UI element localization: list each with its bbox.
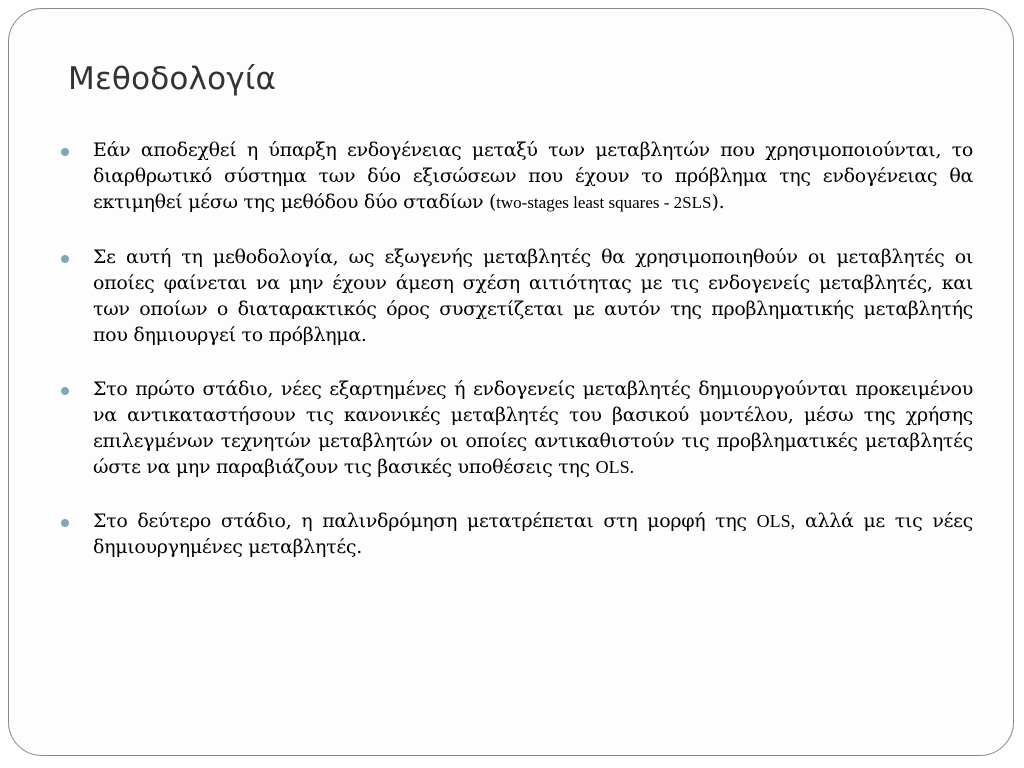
bullet-item-2 xyxy=(61,244,973,348)
bullet-text: Στο πρώτο στάδιο, νέες εξαρτημένες ή ενδογενείς μεταβλητές δημιουργούνται προκειμένου να αντικαταστήσουν τις κανονικές μεταβλητές του βασικού μοντέλου, μέσω της χρήσης επιλεγμένων τεχνητών μεταβλητών οι οποίες αντικαθιστούν τις προβληματικές μεταβλητές ώστε να μην παραβιάζουν τις βασικές υποθέσεις της xyxy=(93,378,973,478)
bullet-text-latin: OLS. xyxy=(595,457,635,477)
bullet-item-1 xyxy=(61,137,973,216)
bullet-text-latin: two-stages least squares - 2SLS xyxy=(496,193,712,212)
bullet-list xyxy=(61,137,973,588)
bullet-dot-icon xyxy=(61,519,69,527)
bullet-text: Σε αυτή τη μεθοδολογία, ως εξωγενής μεταβλητές θα χρησιμοποιηθούν οι μεταβλητές οι οποίες φαίνεται να μην έχουν άμεση σχέση αιτιότητας με τις ενδογενείς μεταβλητές, και των οποίων ο διαταρακτικός όρος συσχετίζεται με αυτόν της προβληματικής μεταβλητής που δημιουργεί το πρόβλημα. xyxy=(93,246,973,346)
bullet-text: ). xyxy=(711,191,725,213)
bullet-dot-icon xyxy=(61,255,69,263)
slide-frame xyxy=(8,8,1014,756)
bullet-text-latin: OLS, xyxy=(756,511,796,531)
bullet-dot-icon xyxy=(61,148,69,156)
slide-title: Μεθοδολογία xyxy=(68,61,277,97)
bullet-text: Εάν αποδεχθεί η ύπαρξη ενδογένειας μεταξύ των μεταβλητών που χρησιμοποιούνται, το διαρθρωτικό σύστημα των δύο εξισώσεων που έχουν το πρόβλημα της ενδογένειας θα εκτιμηθεί μέσω της μεθόδου δύο σταδίων ( xyxy=(93,139,973,213)
bullet-item-4 xyxy=(61,508,973,560)
bullet-dot-icon xyxy=(61,387,69,395)
bullet-item-3 xyxy=(61,376,973,480)
bullet-text: αλλά με τις νέες δημιουργημένες μεταβλητές. xyxy=(93,510,973,558)
bullet-text: Στο δεύτερο στάδιο, η παλινδρόμηση μετατρέπεται στη μορφή της xyxy=(93,510,757,532)
